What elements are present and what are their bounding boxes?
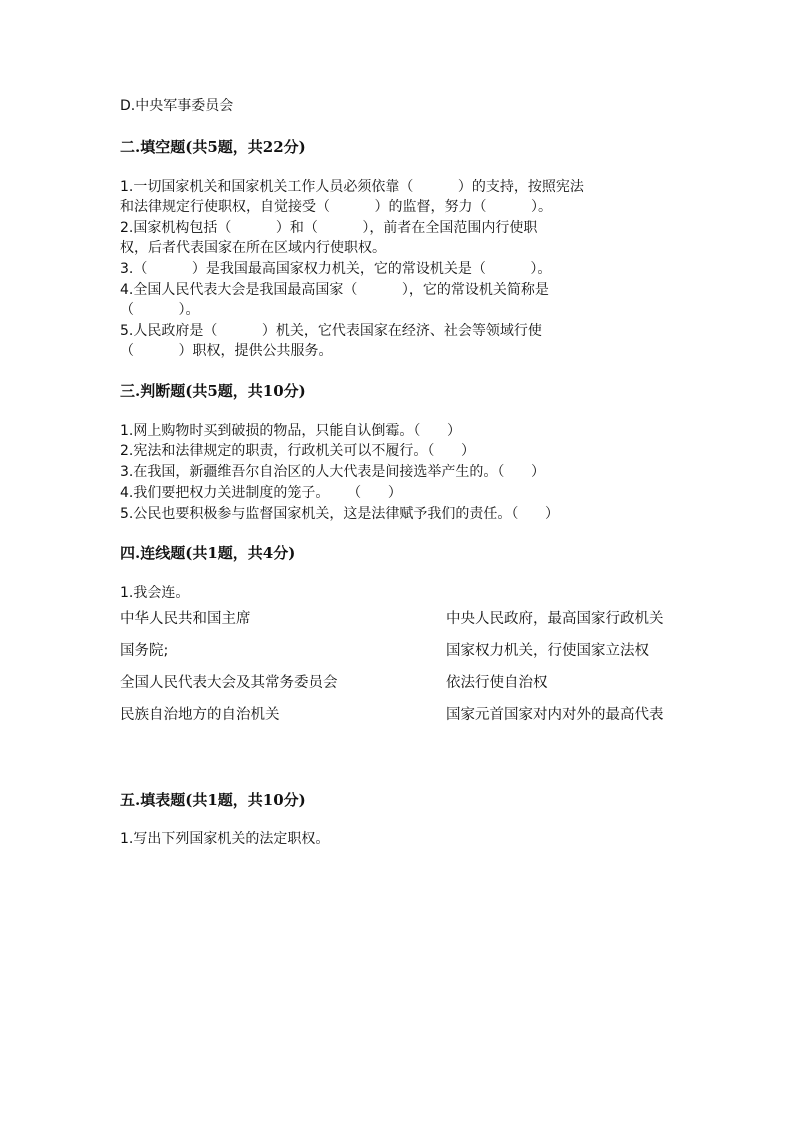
option-d: D.中央军事委员会 [120, 98, 234, 114]
match-left-2: 国务院; [120, 643, 169, 659]
fill-line-1: 1.一切国家机关和国家机关工作人员必须依靠（ ）的支持，按照宪法 [120, 179, 584, 195]
match-left-3: 全国人民代表大会及其常务委员会 [120, 675, 338, 691]
section2-heading: 二.填空题(共5题，共22分) [120, 138, 306, 156]
match-right-4: 国家元首国家对内对外的最高代表 [446, 707, 664, 723]
fill-line-7: （ ）。 [120, 302, 200, 318]
judge-line-2: 2.宪法和法律规定的职责，行政机关可以不履行。（ ） [120, 443, 476, 459]
match-right-2: 国家权力机关，行使国家立法权 [446, 643, 649, 659]
fill-line-2: 和法律规定行使职权，自觉接受（ ）的监督，努力（ ）。 [120, 199, 553, 215]
fill-line-5: 3.（ ）是我国最高国家权力机关，它的常设机关是（ ）。 [120, 261, 552, 277]
judge-line-4: 4.我们要把权力关进制度的笼子。 （ ） [120, 485, 402, 501]
section4-heading: 四.连线题(共1题，共4分) [120, 544, 296, 562]
fill-line-3: 2.国家机构包括（ ）和（ ），前者在全国范围内行使职 [120, 220, 538, 236]
section5-heading: 五.填表题(共1题，共10分) [120, 791, 306, 809]
judge-line-3: 3.在我国，新疆维吾尔自治区的人大代表是间接选举产生的。（ ） [120, 464, 546, 480]
judge-line-1: 1.网上购物时买到破损的物品，只能自认倒霉。（ ） [120, 423, 462, 439]
fill-line-6: 4.全国人民代表大会是我国最高国家（ ），它的常设机关简称是 [120, 282, 549, 298]
section3-heading: 三.判断题(共5题，共10分) [120, 382, 306, 400]
table-question: 1.写出下列国家机关的法定职权。 [120, 831, 330, 847]
match-right-3: 依法行使自治权 [446, 675, 548, 691]
match-left-1: 中华人民共和国主席 [120, 611, 251, 627]
fill-line-4: 权，后者代表国家在所在区域内行使职权。 [120, 240, 386, 256]
match-right-1: 中央人民政府，最高国家行政机关 [446, 611, 664, 627]
match-question: 1.我会连。 [120, 585, 190, 601]
fill-line-9: （ ）职权，提供公共服务。 [120, 343, 333, 359]
judge-line-5: 5.公民也要积极参与监督国家机关，这是法律赋予我们的责任。（ ） [120, 506, 560, 522]
match-left-4: 民族自治地方的自治机关 [120, 707, 280, 723]
fill-line-8: 5.人民政府是（ ）机关，它代表国家在经济、社会等领域行使 [120, 323, 542, 339]
